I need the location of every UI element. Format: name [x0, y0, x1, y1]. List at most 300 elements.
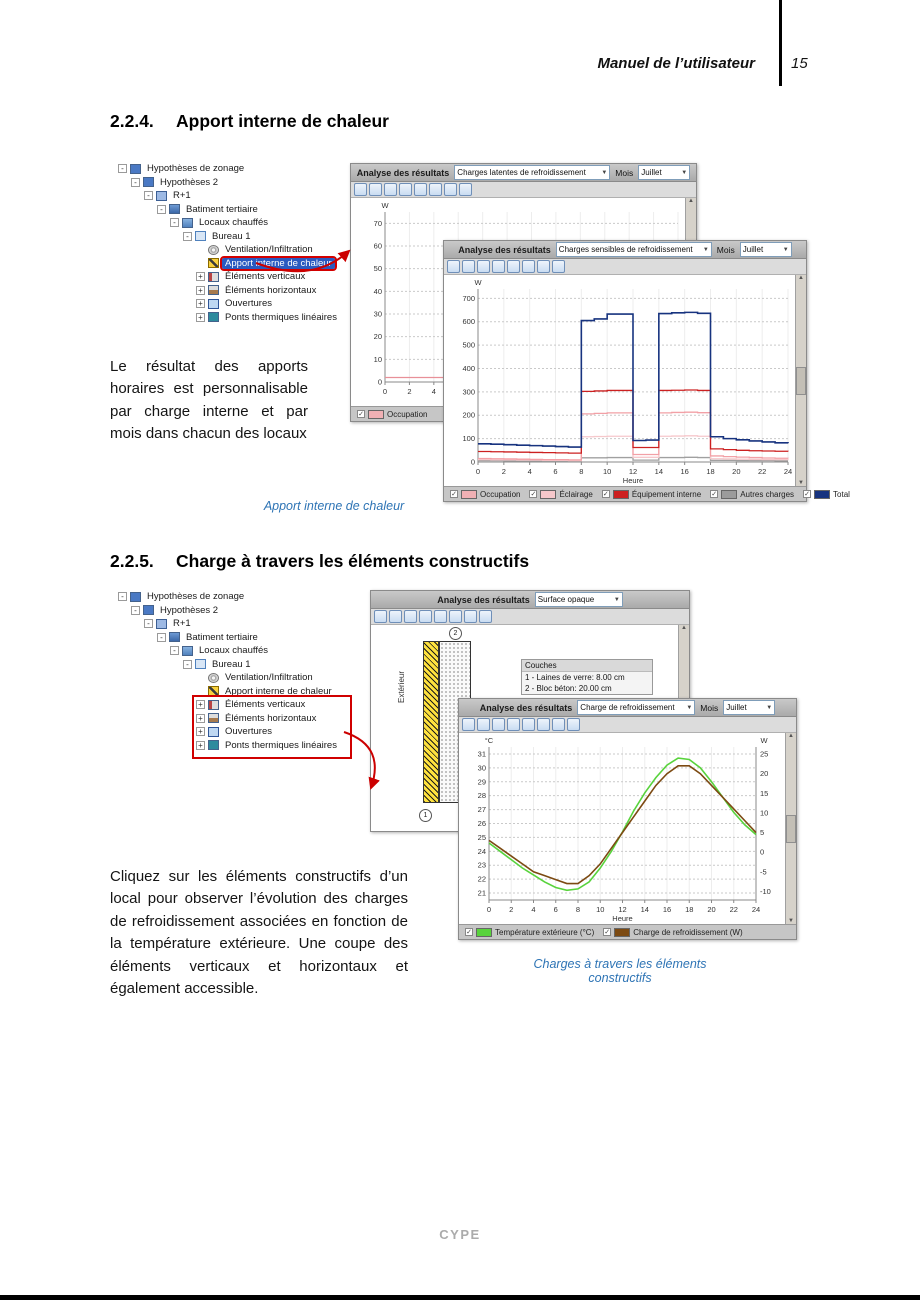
tree-item-label[interactable]: R+1	[173, 618, 191, 630]
legend-swatch	[368, 410, 384, 419]
svg-text:4: 4	[431, 387, 436, 396]
legend-label: Équipement interne	[631, 489, 702, 499]
floor-icon	[208, 713, 219, 723]
chart-toolbar	[459, 717, 796, 733]
room-icon	[195, 659, 206, 669]
svg-text:24: 24	[477, 846, 486, 856]
print-icon[interactable]	[449, 610, 462, 623]
tree-item-label[interactable]: Ponts thermiques linéaires	[225, 739, 337, 751]
svg-text:500: 500	[462, 340, 475, 350]
legend-label: Total	[833, 489, 850, 499]
window-titlebar	[351, 164, 696, 182]
chevron-down-icon: ▼	[681, 169, 688, 176]
footer-brand: CYPE	[439, 1227, 481, 1242]
tree-item-ouvertures[interactable]	[118, 725, 354, 739]
figure-caption: Apport interne de chaleur	[263, 499, 405, 513]
cooling-chart	[459, 733, 786, 924]
svg-text:12: 12	[618, 905, 627, 914]
month-label: Mois	[615, 167, 634, 178]
legend-label: Autres charges	[740, 489, 795, 499]
svg-text:0: 0	[486, 905, 492, 914]
svg-text:14: 14	[654, 467, 664, 476]
svg-text:50: 50	[373, 264, 382, 274]
svg-text:6: 6	[553, 905, 558, 914]
chart-toolbar	[371, 609, 689, 625]
dropdown-value: Juillet	[742, 245, 764, 254]
legend-label: Température extérieure (°C)	[495, 927, 595, 937]
svg-text:30: 30	[373, 309, 382, 319]
svg-text:600: 600	[462, 317, 475, 327]
tree-item-label[interactable]: Batiment tertiaire	[186, 203, 258, 215]
layers-panel	[521, 659, 653, 695]
svg-text:300: 300	[462, 387, 475, 397]
legend-swatch	[461, 490, 477, 499]
figure-caption: Charges à travers les éléments constructifs	[533, 957, 707, 985]
svg-text:0: 0	[475, 467, 481, 476]
legend-checkbox[interactable]: ✓	[530, 491, 537, 498]
svg-text:18: 18	[685, 905, 694, 914]
wall-icon	[208, 700, 219, 710]
tree-item-label[interactable]: Apport interne de chaleur	[225, 685, 332, 697]
dropdown-value: Juillet	[641, 168, 662, 177]
svg-text:31: 31	[477, 749, 486, 759]
legend-item	[602, 490, 701, 499]
zoom-previous-icon[interactable]	[507, 718, 520, 731]
legend-checkbox[interactable]: ✓	[804, 491, 810, 498]
svg-text:27: 27	[477, 805, 486, 815]
svg-text:10: 10	[373, 354, 382, 364]
tree-item-ouvertures[interactable]	[118, 297, 354, 311]
section-body-text: Cliquez sur les éléments constructifs d’un local pour observer l’évolution des charges de refroidissement associées en fonction de la température extérieure. Une coupe des éléments verticaux et horizontaux et également accessible.	[110, 868, 408, 998]
svg-text:W: W	[474, 278, 482, 287]
tree-item-label[interactable]: Apport interne de chaleur	[222, 258, 335, 269]
print-icon[interactable]	[429, 183, 442, 196]
svg-text:10: 10	[760, 808, 769, 818]
tree-item-batiment-tertiaire[interactable]	[118, 203, 354, 217]
tree-item-ventilation-infiltration[interactable]	[118, 671, 354, 685]
zonage-icon	[143, 177, 154, 187]
chevron-down-icon: ▼	[782, 246, 789, 253]
legend-item	[603, 928, 742, 937]
zoom-in-icon[interactable]	[369, 183, 382, 196]
collapse-icon[interactable]: -	[170, 218, 179, 227]
svg-text:8: 8	[579, 467, 584, 476]
tree-item-label[interactable]: Locaux chauffés	[199, 217, 269, 229]
svg-text:100: 100	[462, 434, 475, 444]
legend-checkbox[interactable]: ✓	[466, 929, 472, 936]
zoom-out-icon[interactable]	[384, 183, 397, 196]
layer-line: 1 - Laines de verre: 8.00 cm	[525, 673, 625, 682]
opening-icon	[208, 299, 219, 309]
building-icon	[169, 632, 180, 642]
zoom-in-icon[interactable]	[477, 718, 490, 731]
zoom-in-icon[interactable]	[462, 260, 475, 273]
window-title: Analyse des résultats	[437, 594, 530, 605]
collapse-icon[interactable]: -	[157, 633, 166, 642]
header-divider	[779, 0, 782, 86]
month-dropdown[interactable]	[638, 165, 690, 180]
svg-text:-10: -10	[760, 886, 771, 896]
tree-item-label[interactable]: Batiment tertiaire	[186, 631, 258, 643]
chevron-down-icon: ▼	[702, 246, 709, 253]
chevron-down-icon: ▼	[601, 169, 608, 176]
svg-text:4: 4	[527, 467, 532, 476]
series-total	[478, 312, 788, 447]
tree-item-label[interactable]: Ventilation/Infiltration	[225, 672, 313, 684]
chart-legend	[444, 486, 850, 501]
scroll-down-icon[interactable]: ▼	[798, 480, 804, 486]
section-number: 2.2.5.	[110, 551, 154, 571]
section-heading-224	[110, 111, 389, 132]
zoom-window-icon[interactable]	[447, 260, 460, 273]
scroll-up-icon[interactable]: ▲	[798, 275, 804, 281]
tree-item-ponts-thermiques-lineaires[interactable]	[118, 311, 354, 325]
legend-swatch	[814, 490, 830, 499]
svg-text:20: 20	[373, 332, 382, 342]
legend-item	[450, 490, 520, 499]
expand-icon[interactable]: +	[196, 727, 205, 736]
scrollbar-thumb[interactable]	[786, 815, 796, 843]
pan-icon[interactable]	[537, 260, 550, 273]
svg-text:Heure: Heure	[622, 476, 644, 485]
legend-item	[465, 928, 594, 937]
expand-icon[interactable]: +	[196, 700, 205, 709]
svg-text:22: 22	[477, 874, 486, 884]
zoom-out-icon[interactable]	[404, 610, 417, 623]
wall-icon	[208, 272, 219, 282]
legend-checkbox[interactable]: ✓	[602, 491, 609, 498]
tree-item-hypotheses-2[interactable]	[118, 604, 354, 618]
legend-swatch	[721, 490, 737, 499]
analysis-window-sensible	[443, 240, 850, 502]
scroll-down-icon[interactable]: ▼	[788, 918, 794, 924]
result-type-dropdown[interactable]	[535, 592, 623, 607]
svg-text:21: 21	[477, 888, 486, 898]
legend-swatch	[613, 490, 629, 499]
opening-icon	[208, 727, 219, 737]
collapse-icon[interactable]: -	[144, 619, 153, 628]
collapse-icon[interactable]: -	[157, 205, 166, 214]
tree-item-label[interactable]: Éléments verticaux	[225, 699, 306, 711]
thermal-icon	[208, 740, 219, 750]
chart-cooling	[459, 733, 786, 924]
window-title: Analyse des résultats	[356, 167, 450, 178]
zoom-extents-icon[interactable]	[507, 260, 520, 273]
expand-icon[interactable]: +	[196, 286, 205, 295]
chart-toolbar	[444, 259, 806, 275]
svg-text:2: 2	[509, 905, 514, 914]
month-dropdown[interactable]	[740, 242, 792, 257]
svg-text:10: 10	[596, 905, 605, 914]
svg-text:0: 0	[377, 377, 382, 387]
svg-text:°C: °C	[484, 736, 494, 745]
chart-client-area	[459, 733, 796, 924]
ventilation-icon	[208, 673, 219, 683]
tree-item-elements-horizontaux[interactable]	[118, 712, 354, 726]
page-number: 15	[791, 55, 808, 72]
svg-text:6: 6	[553, 467, 558, 476]
window-titlebar	[444, 241, 806, 259]
legend-item	[710, 490, 794, 499]
svg-text:15: 15	[760, 788, 769, 798]
tree-item-hypotheses-de-zonage[interactable]	[118, 590, 354, 604]
thermal-icon	[208, 312, 219, 322]
chart-client-area	[444, 275, 806, 486]
result-type-dropdown[interactable]	[556, 242, 712, 257]
window-title: Analyse des résultats	[458, 244, 551, 255]
info-icon[interactable]	[459, 183, 472, 196]
tree-item-label[interactable]: Ouvertures	[225, 726, 272, 738]
svg-text:20: 20	[760, 769, 769, 779]
window-titlebar	[459, 699, 796, 717]
svg-text:-5: -5	[760, 867, 767, 877]
legend-swatch	[476, 928, 492, 937]
svg-text:5: 5	[760, 828, 765, 838]
section-body-text: Le résultat des apports horaires est personnalisable par charge interne et par mois dans chacun des locaux	[110, 358, 308, 443]
tree-item-elements-horizontaux[interactable]	[118, 284, 354, 298]
tree-item-locaux-chauffes[interactable]	[118, 216, 354, 230]
month-label: Mois	[716, 244, 735, 255]
tree-item-label[interactable]: Hypothèses de zonage	[147, 163, 245, 175]
expand-icon[interactable]: +	[196, 313, 205, 322]
svg-text:40: 40	[373, 286, 382, 296]
expand-icon[interactable]: +	[196, 272, 205, 281]
svg-text:18: 18	[706, 467, 715, 476]
tree-item-ventilation-infiltration[interactable]	[118, 243, 354, 257]
chevron-down-icon: ▼	[766, 704, 773, 711]
legend-checkbox[interactable]: ✓	[451, 491, 457, 498]
zoom-out-icon[interactable]	[492, 718, 505, 731]
svg-text:28: 28	[477, 791, 486, 801]
svg-text:23: 23	[477, 860, 486, 870]
window-titlebar	[371, 591, 689, 609]
svg-text:2: 2	[501, 467, 506, 476]
svg-text:0: 0	[760, 847, 765, 857]
zoom-out-icon[interactable]	[477, 260, 490, 273]
pan-icon[interactable]	[552, 718, 565, 731]
project-tree	[118, 590, 354, 752]
tree-item-label[interactable]: Bureau 1	[212, 658, 251, 670]
svg-text:10: 10	[602, 467, 612, 476]
svg-text:30: 30	[477, 763, 486, 773]
scroll-up-icon[interactable]: ▲	[788, 733, 794, 739]
tree-item-apport-interne-de-chaleur[interactable]	[118, 257, 354, 271]
section-title: Apport interne de chaleur	[176, 111, 389, 131]
expand-icon[interactable]: +	[196, 299, 205, 308]
page-bottom-edge	[0, 1295, 920, 1300]
tree-item-batiment-tertiaire[interactable]	[118, 631, 354, 645]
chart-toolbar	[351, 182, 696, 198]
tree-item-label[interactable]: Ventilation/Infiltration	[225, 244, 313, 256]
svg-text:26: 26	[477, 819, 486, 828]
svg-text:200: 200	[462, 410, 475, 420]
rooms-icon	[182, 218, 193, 228]
svg-text:24: 24	[783, 467, 793, 476]
expand-icon[interactable]: +	[196, 741, 205, 750]
zoom-previous-icon[interactable]	[419, 610, 432, 623]
svg-text:0: 0	[382, 387, 388, 396]
layer-marker-2: 2	[449, 627, 462, 640]
zoom-extents-icon[interactable]	[522, 718, 535, 731]
tree-item-ponts-thermiques-lineaires[interactable]	[118, 739, 354, 753]
tree-item-label[interactable]: Locaux chauffés	[199, 645, 269, 657]
section-number: 2.2.4.	[110, 111, 154, 131]
result-type-dropdown[interactable]	[577, 700, 695, 715]
tree-item-label[interactable]: Éléments horizontaux	[225, 712, 317, 724]
zoom-window-icon[interactable]	[354, 183, 367, 196]
zoom-extents-icon[interactable]	[414, 183, 427, 196]
window-title: Analyse des résultats	[479, 702, 573, 713]
tree-item-bureau-1[interactable]	[118, 230, 354, 244]
legend-checkbox[interactable]: ✓	[604, 929, 611, 936]
month-label: Mois	[700, 702, 719, 713]
exterior-label: Extérieur	[397, 670, 406, 703]
legend-item	[529, 490, 592, 499]
svg-text:400: 400	[462, 363, 475, 373]
legend-swatch	[614, 928, 630, 937]
info-icon[interactable]	[567, 718, 580, 731]
level-icon	[156, 191, 167, 201]
legend-checkbox[interactable]: ✓	[358, 411, 364, 418]
collapse-icon[interactable]: -	[183, 232, 192, 241]
vertical-scrollbar[interactable]	[795, 275, 806, 486]
scroll-up-icon[interactable]: ▲	[681, 625, 687, 631]
zoom-extents-icon[interactable]	[434, 610, 447, 623]
print-icon[interactable]	[522, 260, 535, 273]
print-icon[interactable]	[537, 718, 550, 731]
building-icon	[169, 204, 180, 214]
tree-item-r-1[interactable]	[118, 617, 354, 631]
zoom-previous-icon[interactable]	[399, 183, 412, 196]
svg-text:20: 20	[707, 905, 716, 914]
svg-text:25: 25	[760, 749, 769, 759]
zoom-previous-icon[interactable]	[492, 260, 505, 273]
tree-item-label[interactable]: Hypothèses 2	[160, 176, 219, 188]
tree-item-label[interactable]: Hypothèses de zonage	[147, 591, 245, 603]
tree-item-label[interactable]: Bureau 1	[212, 230, 251, 242]
zonage-icon	[130, 164, 141, 174]
svg-text:16: 16	[662, 905, 672, 914]
svg-text:60: 60	[373, 241, 382, 251]
tree-item-label[interactable]: Ponts thermiques linéaires	[225, 311, 337, 323]
tree-item-hypotheses-de-zonage[interactable]	[118, 162, 354, 176]
pan-icon[interactable]	[464, 610, 477, 623]
tree-item-bureau-1[interactable]	[118, 658, 354, 672]
info-icon[interactable]	[552, 260, 565, 273]
expand-icon[interactable]: +	[196, 714, 205, 723]
svg-text:70: 70	[373, 218, 382, 228]
tree-item-label[interactable]: Ouvertures	[225, 298, 272, 310]
dropdown-value: Charges sensibles de refroidissement	[558, 245, 693, 254]
scrollbar-thumb[interactable]	[796, 367, 806, 395]
info-icon[interactable]	[479, 610, 492, 623]
tree-item-locaux-chauffes[interactable]	[118, 644, 354, 658]
section-heading-225	[110, 551, 529, 572]
collapse-icon[interactable]: -	[118, 164, 127, 173]
legend-label: Charge de refroidissement (W)	[633, 927, 743, 937]
zonage-icon	[143, 605, 154, 615]
layers-panel-title: Couches	[522, 660, 652, 672]
tree-item-label[interactable]: Éléments horizontaux	[225, 284, 317, 296]
dropdown-value: Charges latentes de refroidissement	[457, 168, 586, 177]
svg-text:2: 2	[407, 387, 412, 396]
svg-text:700: 700	[462, 293, 475, 303]
zoom-in-icon[interactable]	[389, 610, 402, 623]
legend-label: Occupation	[480, 489, 521, 499]
chevron-down-icon: ▼	[686, 704, 693, 711]
room-icon	[195, 231, 206, 241]
layer-marker-1: 1	[419, 809, 432, 822]
section-title: Charge à travers les éléments constructifs	[176, 551, 530, 571]
heat-icon	[208, 258, 219, 268]
svg-text:12: 12	[628, 467, 638, 476]
svg-text:20: 20	[732, 467, 741, 476]
svg-text:25: 25	[477, 832, 486, 842]
tree-item-apport-interne-de-chaleur[interactable]	[118, 685, 354, 699]
tree-item-elements-verticaux[interactable]	[118, 698, 354, 712]
scroll-up-icon[interactable]: ▲	[688, 198, 694, 204]
analysis-window-cooling	[458, 698, 797, 940]
collapse-icon[interactable]: -	[131, 178, 140, 187]
svg-text:16: 16	[680, 467, 689, 476]
collapse-icon[interactable]: -	[144, 191, 153, 200]
collapse-icon[interactable]: -	[131, 606, 140, 615]
zonage-icon	[130, 592, 141, 602]
project-tree	[118, 162, 354, 324]
result-type-dropdown[interactable]	[454, 165, 610, 180]
legend-checkbox[interactable]: ✓	[711, 491, 718, 498]
legend-swatch	[540, 490, 556, 499]
level-icon	[156, 619, 167, 629]
collapse-icon[interactable]: -	[118, 592, 127, 601]
svg-text:4: 4	[531, 905, 536, 914]
sensible-chart	[444, 275, 796, 486]
zoom-window-icon[interactable]	[374, 610, 387, 623]
tree-item-label[interactable]: R+1	[173, 190, 191, 202]
svg-text:W: W	[381, 201, 389, 210]
month-dropdown[interactable]	[723, 700, 775, 715]
tree-item-label[interactable]: Hypothèses 2	[160, 604, 219, 616]
ventilation-icon	[208, 245, 219, 255]
tree-item-elements-verticaux[interactable]	[118, 270, 354, 284]
dropdown-value: Charge de refroidissement	[580, 703, 675, 712]
tree-item-r-1[interactable]	[118, 189, 354, 203]
chart-legend	[459, 924, 796, 939]
tree-item-hypotheses-2[interactable]	[118, 176, 354, 190]
collapse-icon[interactable]: -	[183, 660, 192, 669]
heat-icon	[208, 686, 219, 696]
svg-text:8: 8	[575, 905, 581, 914]
insulation-layer[interactable]	[423, 641, 439, 803]
chart-sensible	[444, 275, 796, 486]
dropdown-value: Surface opaque	[537, 595, 595, 604]
legend-item	[357, 410, 427, 419]
svg-text:22: 22	[757, 467, 767, 476]
zoom-window-icon[interactable]	[462, 718, 475, 731]
chevron-down-icon: ▼	[613, 596, 620, 603]
rooms-icon	[182, 646, 193, 656]
tree-item-label[interactable]: Éléments verticaux	[225, 271, 306, 283]
collapse-icon[interactable]: -	[170, 646, 179, 655]
pan-icon[interactable]	[444, 183, 457, 196]
legend-label: Éclairage	[559, 489, 593, 499]
legend-label: Occupation	[387, 409, 428, 419]
vertical-scrollbar[interactable]	[785, 733, 796, 924]
header-title: Manuel de l’utilisateur	[597, 55, 755, 72]
layer-line: 2 - Bloc béton: 20.00 cm	[525, 684, 612, 693]
svg-text:0: 0	[470, 457, 475, 467]
svg-text:22: 22	[729, 905, 738, 914]
